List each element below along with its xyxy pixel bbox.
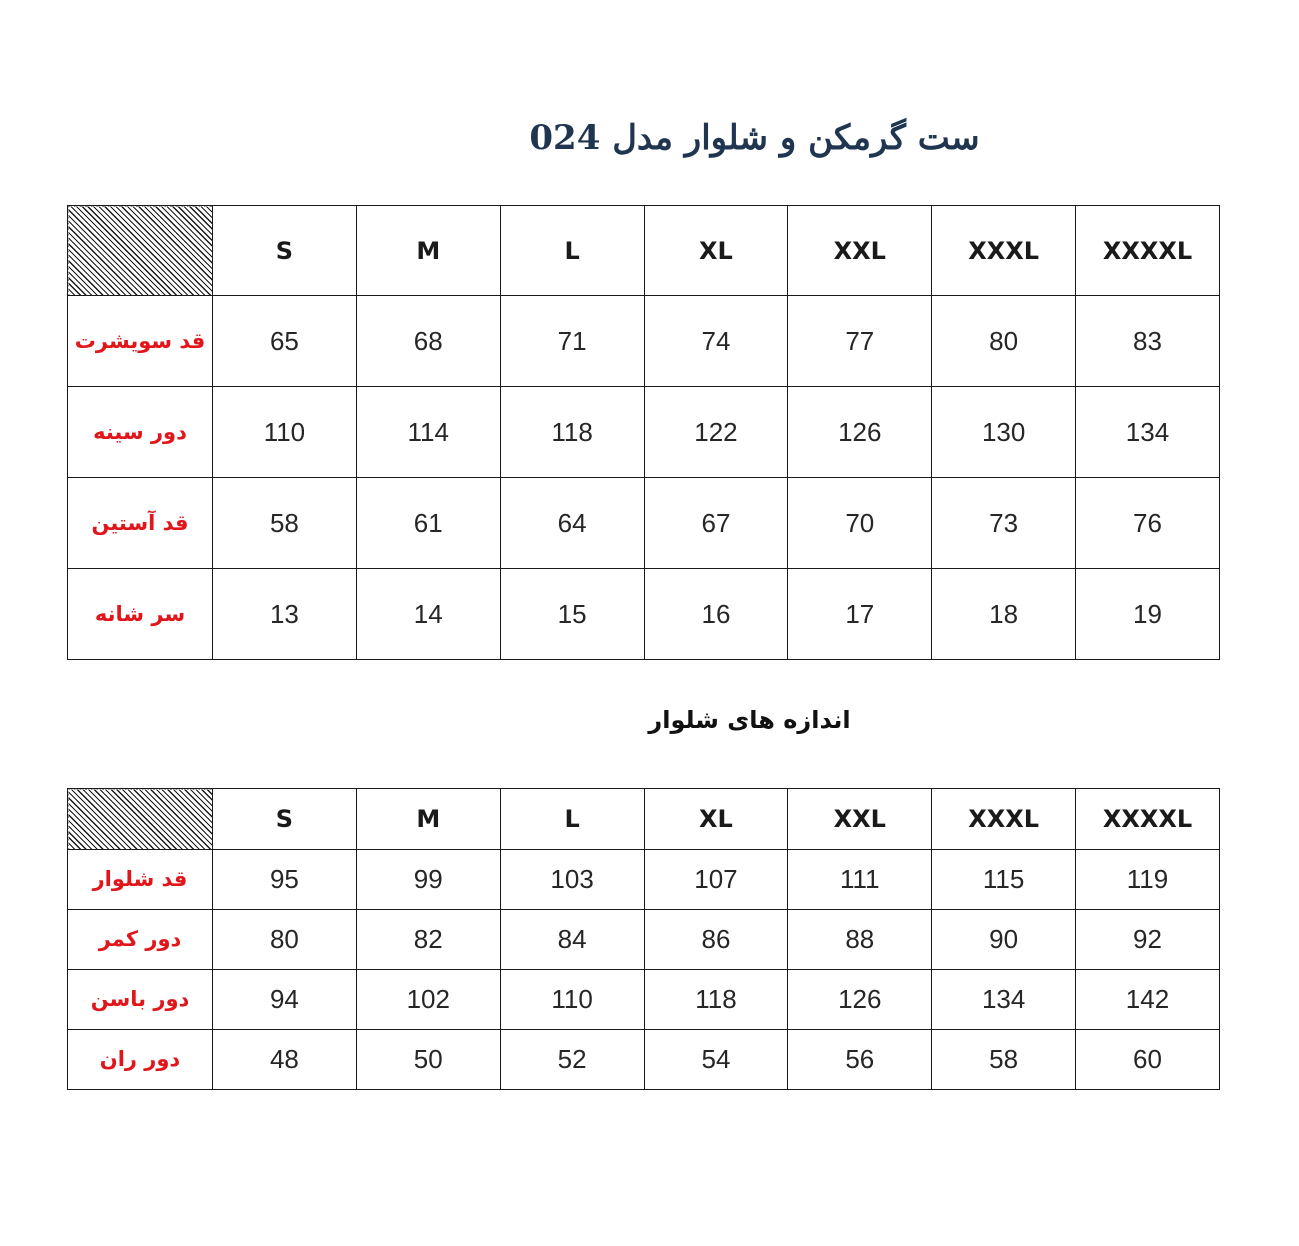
size-header: XXL (788, 206, 932, 296)
hatched-corner-cell (68, 789, 213, 850)
table-cell: 126 (788, 970, 932, 1030)
size-header: L (500, 206, 644, 296)
table-cell: 48 (213, 1030, 357, 1090)
size-header: S (213, 789, 357, 850)
table-cell: 94 (213, 970, 357, 1030)
bottom-size-table (67, 788, 1220, 1090)
top-size-table (67, 205, 1220, 660)
table-cell: 16 (644, 569, 788, 660)
row-label: سر شانه (68, 569, 213, 660)
table-cell: 110 (213, 387, 357, 478)
size-header: M (356, 206, 500, 296)
table-cell: 83 (1076, 296, 1220, 387)
table-cell: 86 (644, 910, 788, 970)
table-cell: 99 (356, 850, 500, 910)
header-row (68, 789, 1220, 850)
row-label: قد سویشرت (68, 296, 213, 387)
table-row (68, 569, 1220, 660)
page-title: ست گرمکن و شلوار مدل 024 (529, 118, 980, 158)
table-cell: 17 (788, 569, 932, 660)
table-cell: 130 (932, 387, 1076, 478)
size-header: XL (644, 206, 788, 296)
table-cell: 80 (213, 910, 357, 970)
row-label: دور سینه (68, 387, 213, 478)
size-header: XXXL (932, 789, 1076, 850)
table-cell: 82 (356, 910, 500, 970)
table-row (68, 850, 1220, 910)
table-cell: 14 (356, 569, 500, 660)
table-row (68, 910, 1220, 970)
row-label: دور ران (68, 1030, 213, 1090)
table-cell: 58 (932, 1030, 1076, 1090)
table-row (68, 387, 1220, 478)
table-cell: 119 (1076, 850, 1220, 910)
size-header: XXXL (932, 206, 1076, 296)
table-cell: 80 (932, 296, 1076, 387)
table-cell: 90 (932, 910, 1076, 970)
table-cell: 50 (356, 1030, 500, 1090)
table-cell: 134 (932, 970, 1076, 1030)
size-header: L (500, 789, 644, 850)
size-header: XL (644, 789, 788, 850)
table-cell: 126 (788, 387, 932, 478)
table-cell: 65 (213, 296, 357, 387)
row-label: قد شلوار (68, 850, 213, 910)
table-cell: 102 (356, 970, 500, 1030)
size-header: XXXXL (1076, 206, 1220, 296)
table-row (68, 478, 1220, 569)
table-row (68, 970, 1220, 1030)
table-cell: 107 (644, 850, 788, 910)
table-cell: 18 (932, 569, 1076, 660)
row-label: دور کمر (68, 910, 213, 970)
table-cell: 64 (500, 478, 644, 569)
size-header: M (356, 789, 500, 850)
size-header: XXL (788, 789, 932, 850)
size-header: XXXXL (1076, 789, 1220, 850)
table-cell: 56 (788, 1030, 932, 1090)
table-cell: 70 (788, 478, 932, 569)
table-cell: 88 (788, 910, 932, 970)
table-cell: 103 (500, 850, 644, 910)
section-title: اندازه های شلوار (648, 706, 851, 734)
table-cell: 15 (500, 569, 644, 660)
table-cell: 52 (500, 1030, 644, 1090)
row-label: قد آستین (68, 478, 213, 569)
table-cell: 61 (356, 478, 500, 569)
row-label: دور باسن (68, 970, 213, 1030)
table-cell: 118 (500, 387, 644, 478)
table-cell: 92 (1076, 910, 1220, 970)
table-cell: 54 (644, 1030, 788, 1090)
header-row (68, 206, 1220, 296)
table-cell: 77 (788, 296, 932, 387)
table-cell: 67 (644, 478, 788, 569)
table-cell: 74 (644, 296, 788, 387)
table-cell: 76 (1076, 478, 1220, 569)
table-cell: 19 (1076, 569, 1220, 660)
table-row (68, 1030, 1220, 1090)
table-cell: 71 (500, 296, 644, 387)
table-cell: 95 (213, 850, 357, 910)
size-header: S (213, 206, 357, 296)
table-cell: 58 (213, 478, 357, 569)
table-cell: 134 (1076, 387, 1220, 478)
table-cell: 114 (356, 387, 500, 478)
table-cell: 115 (932, 850, 1076, 910)
hatched-corner-cell (68, 206, 213, 296)
table-cell: 118 (644, 970, 788, 1030)
table-cell: 110 (500, 970, 644, 1030)
table-cell: 84 (500, 910, 644, 970)
table-cell: 73 (932, 478, 1076, 569)
table-cell: 111 (788, 850, 932, 910)
table-cell: 142 (1076, 970, 1220, 1030)
table-cell: 13 (213, 569, 357, 660)
table-cell: 122 (644, 387, 788, 478)
table-cell: 60 (1076, 1030, 1220, 1090)
table-cell: 68 (356, 296, 500, 387)
table-row (68, 296, 1220, 387)
